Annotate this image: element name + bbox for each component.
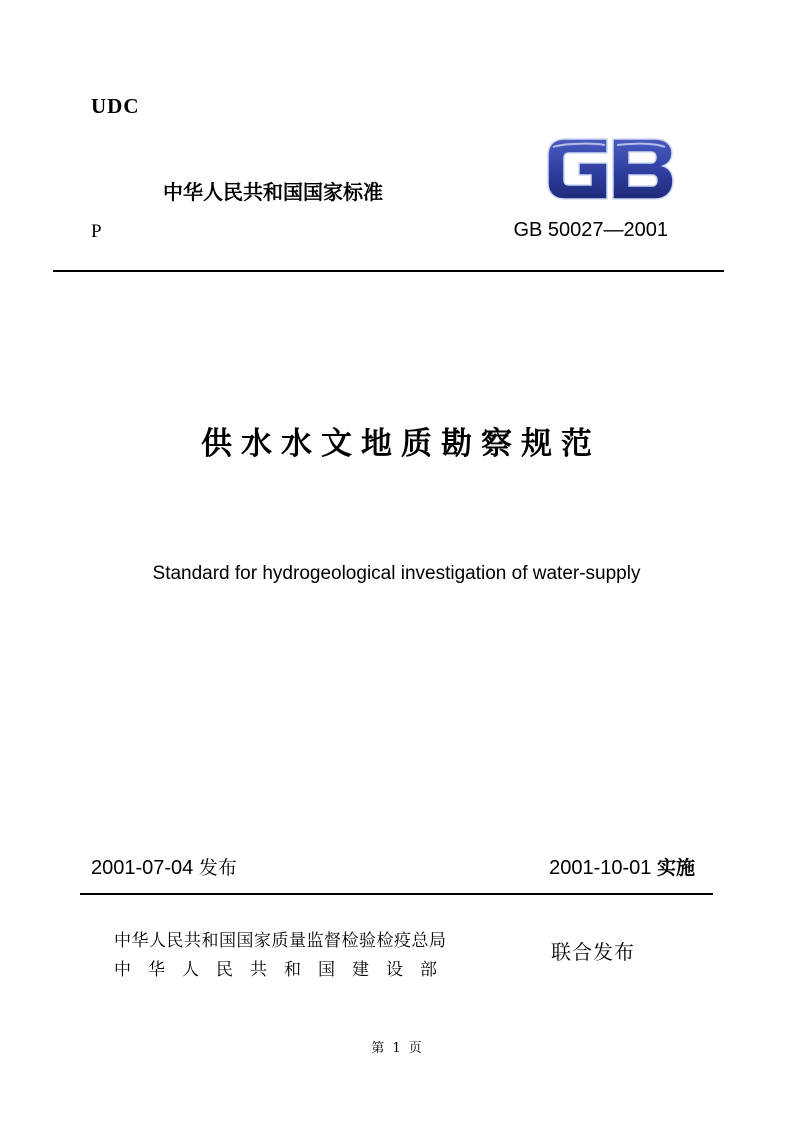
issuer-line-1: 中华人民共和国国家质量监督检验检疫总局 <box>114 931 447 951</box>
issuer-line-2: 中华人民共和国建设部 <box>114 960 454 980</box>
issue-date: 2001-07-04 <box>91 857 194 879</box>
gb-logo-icon <box>545 135 675 203</box>
page-number: 第 1 页 <box>371 1041 422 1056</box>
title-english: Standard for hydrogeological investigation of water-supply <box>152 563 641 584</box>
implementation-label: 实施 <box>656 857 695 879</box>
ccs-code: P <box>91 221 102 242</box>
udc-label: UDC <box>91 94 140 118</box>
header-divider <box>53 270 724 272</box>
standard-type: 中华人民共和国国家标准 <box>163 180 383 204</box>
standard-number: GB 50027—2001 <box>513 219 668 241</box>
issue-label: 发布 <box>198 857 237 879</box>
joint-release-label: 联合发布 <box>551 940 635 964</box>
implementation-date: 2001-10-01 <box>549 857 652 879</box>
title-chinese: 供水水文地质勘察规范 <box>201 426 601 462</box>
implementation-date-line <box>549 853 695 880</box>
issue-date-line <box>91 853 237 880</box>
footer-divider <box>80 893 713 895</box>
